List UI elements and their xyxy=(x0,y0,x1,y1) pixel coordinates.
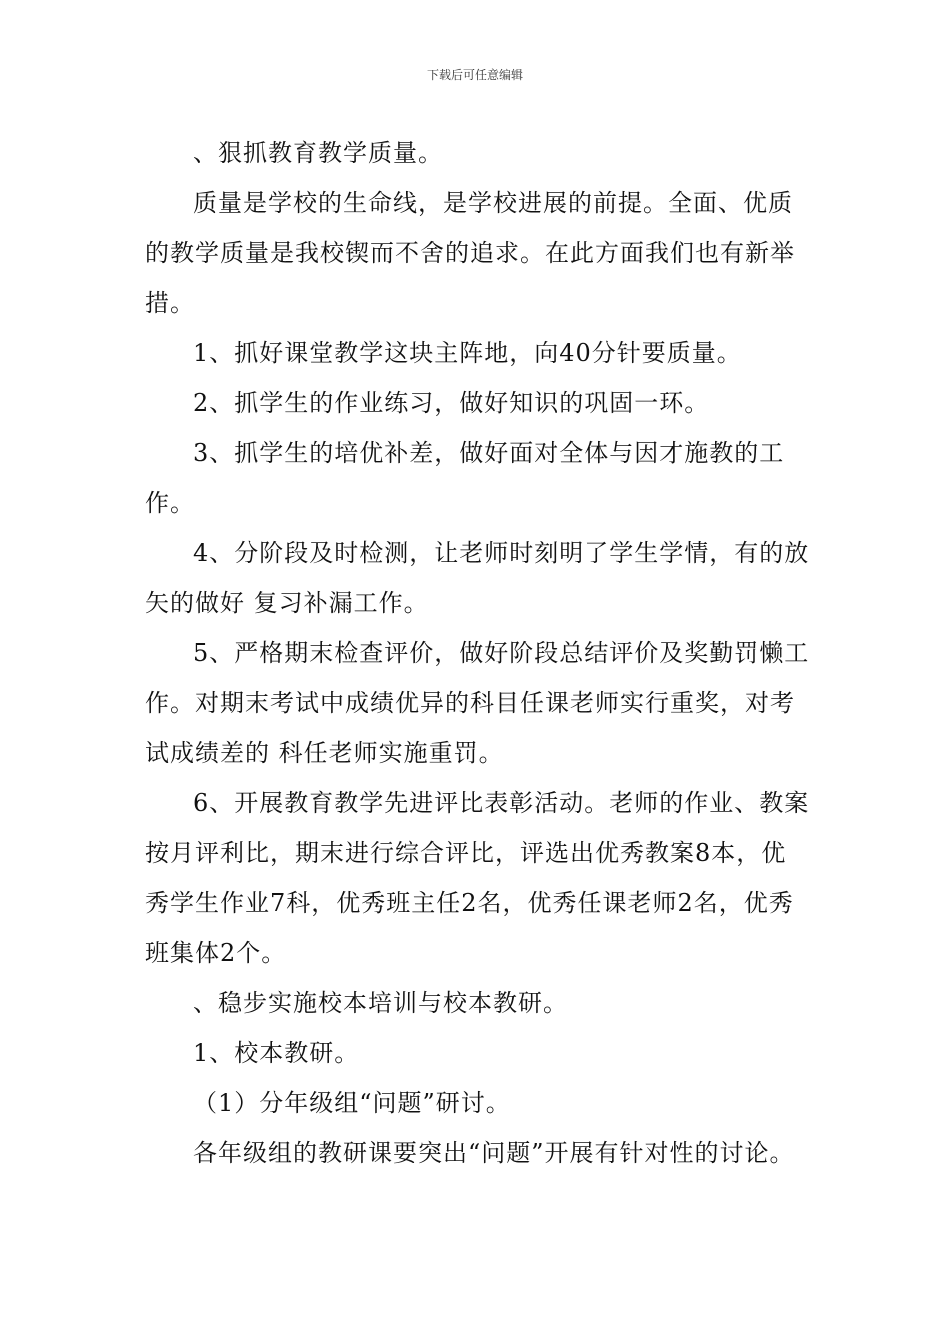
paragraph-8: 6、开展教育教学先进评比表彰活动。老师的作业、教案按月评利比，期末进行综合评比，评选出优秀教案8本，优秀学生作业7科，优秀班主任2名，优秀任课老师2名，优秀班集体2个。 xyxy=(145,789,810,967)
paragraph-10: 1、校本教研。 xyxy=(193,1039,360,1067)
paragraph-5: 3、抓学生的培优补差，做好面对全体与因才施教的工作。 xyxy=(145,439,785,517)
paragraph-9: 、稳步实施校本培训与校本教研。 xyxy=(193,989,568,1017)
page-header-note: 下载后可任意编辑 xyxy=(426,68,523,82)
paragraph-11: （1）分年级组“问题”研讨。 xyxy=(193,1089,511,1117)
paragraph-6: 4、分阶段及时检测，让老师时刻明了学生学情，有的放矢的做好 复习补漏工作。 xyxy=(145,539,810,617)
paragraph-3: 1、抓好课堂教学这块主阵地，向40分针要质量。 xyxy=(193,339,742,367)
paragraph-7: 5、严格期末检查评价，做好阶段总结评价及奖勤罚懒工作。对期末考试中成绩优异的科目任课老师实行重奖，对考试成绩差的 科任老师实施重罚。 xyxy=(145,639,810,767)
paragraph-2: 质量是学校的生命线，是学校进展的前提。全面、优质的教学质量是我校锲而不舍的追求。在此方面我们也有新举措。 xyxy=(145,189,795,317)
paragraph-4: 2、抓学生的作业练习，做好知识的巩固一环。 xyxy=(193,389,710,417)
paragraph-12: 各年级组的教研课要突出“问题”开展有针对性的讨论。 xyxy=(193,1139,795,1167)
paragraph-1: 、狠抓教育教学质量。 xyxy=(193,139,443,167)
document-body xyxy=(145,128,810,1178)
